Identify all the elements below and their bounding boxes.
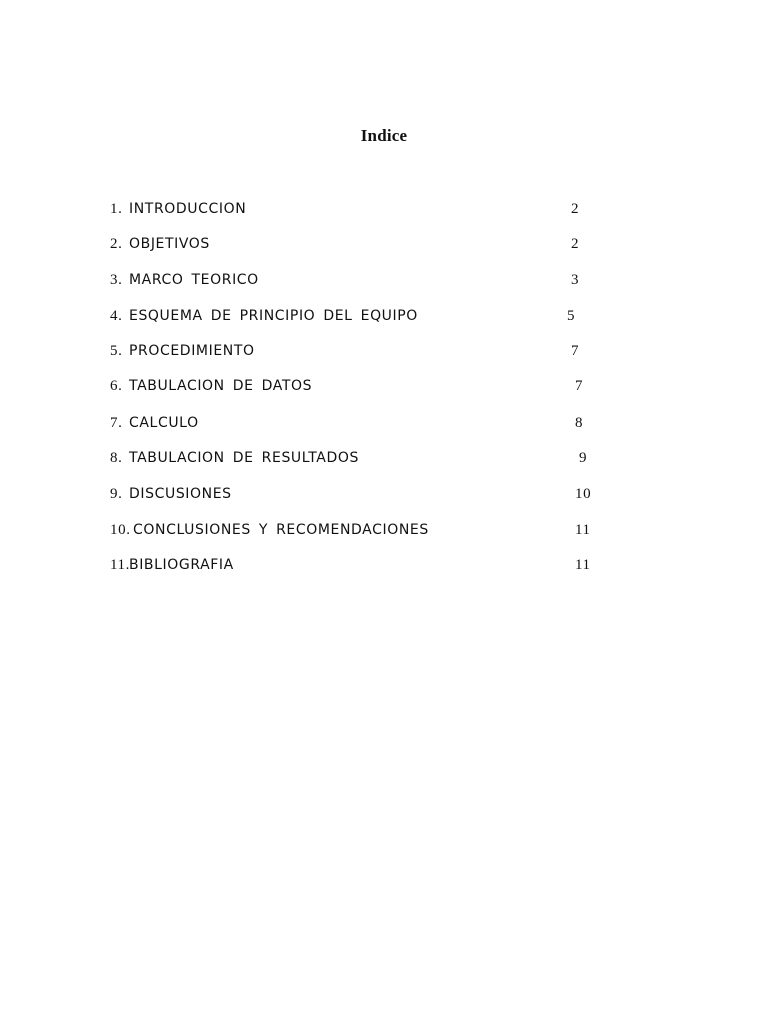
toc-entry-label: CONCLUSIONES Y RECOMENDACIONES — [133, 522, 429, 538]
toc-entry-label: TABULACION DE RESULTADOS — [129, 450, 359, 466]
toc-entry-label: INTRODUCCION — [129, 201, 247, 217]
toc-entry-label: MARCO TEORICO — [129, 272, 259, 288]
toc-entry-label: TABULACION DE DATOS — [129, 378, 313, 394]
toc-entry-number: 9. — [110, 486, 123, 502]
toc-entry-page: 9 — [579, 450, 588, 466]
toc-entry-page: 11 — [575, 522, 591, 538]
toc-entry-number: 3. — [110, 272, 123, 288]
toc-entry-number: 11. — [110, 557, 130, 573]
toc-entry-page: 3 — [571, 272, 580, 288]
toc-entry-page: 7 — [575, 378, 584, 394]
toc-entry-label: CALCULO — [129, 415, 199, 431]
toc-entry-number: 2. — [110, 236, 123, 252]
toc-entry-page: 11 — [575, 557, 591, 573]
toc-entry-page: 7 — [571, 343, 580, 359]
toc-entry-label: ESQUEMA DE PRINCIPIO DEL EQUIPO — [129, 308, 418, 324]
toc-entry-number: 4. — [110, 308, 123, 324]
toc-entry-number: 1. — [110, 201, 123, 217]
toc-entry-page: 10 — [575, 486, 592, 502]
toc-entry-label: DISCUSIONES — [129, 486, 232, 502]
toc-entry-number: 6. — [110, 378, 123, 394]
toc-entry-label: OBJETIVOS — [129, 236, 210, 252]
toc-entry-number: 10. — [110, 522, 131, 538]
toc-entry-label: BIBLIOGRAFIA — [129, 557, 234, 573]
toc-entry-page: 2 — [571, 236, 580, 252]
toc-entry-page: 5 — [567, 308, 576, 324]
toc-entry-page: 2 — [571, 201, 580, 217]
toc-entry-page: 8 — [575, 415, 584, 431]
page-title: Indice — [360, 126, 408, 145]
toc-entry-label: PROCEDIMIENTO — [129, 343, 255, 359]
toc-entry-number: 7. — [110, 415, 123, 431]
toc-entry-number: 5. — [110, 343, 123, 359]
toc-entry-number: 8. — [110, 450, 123, 466]
